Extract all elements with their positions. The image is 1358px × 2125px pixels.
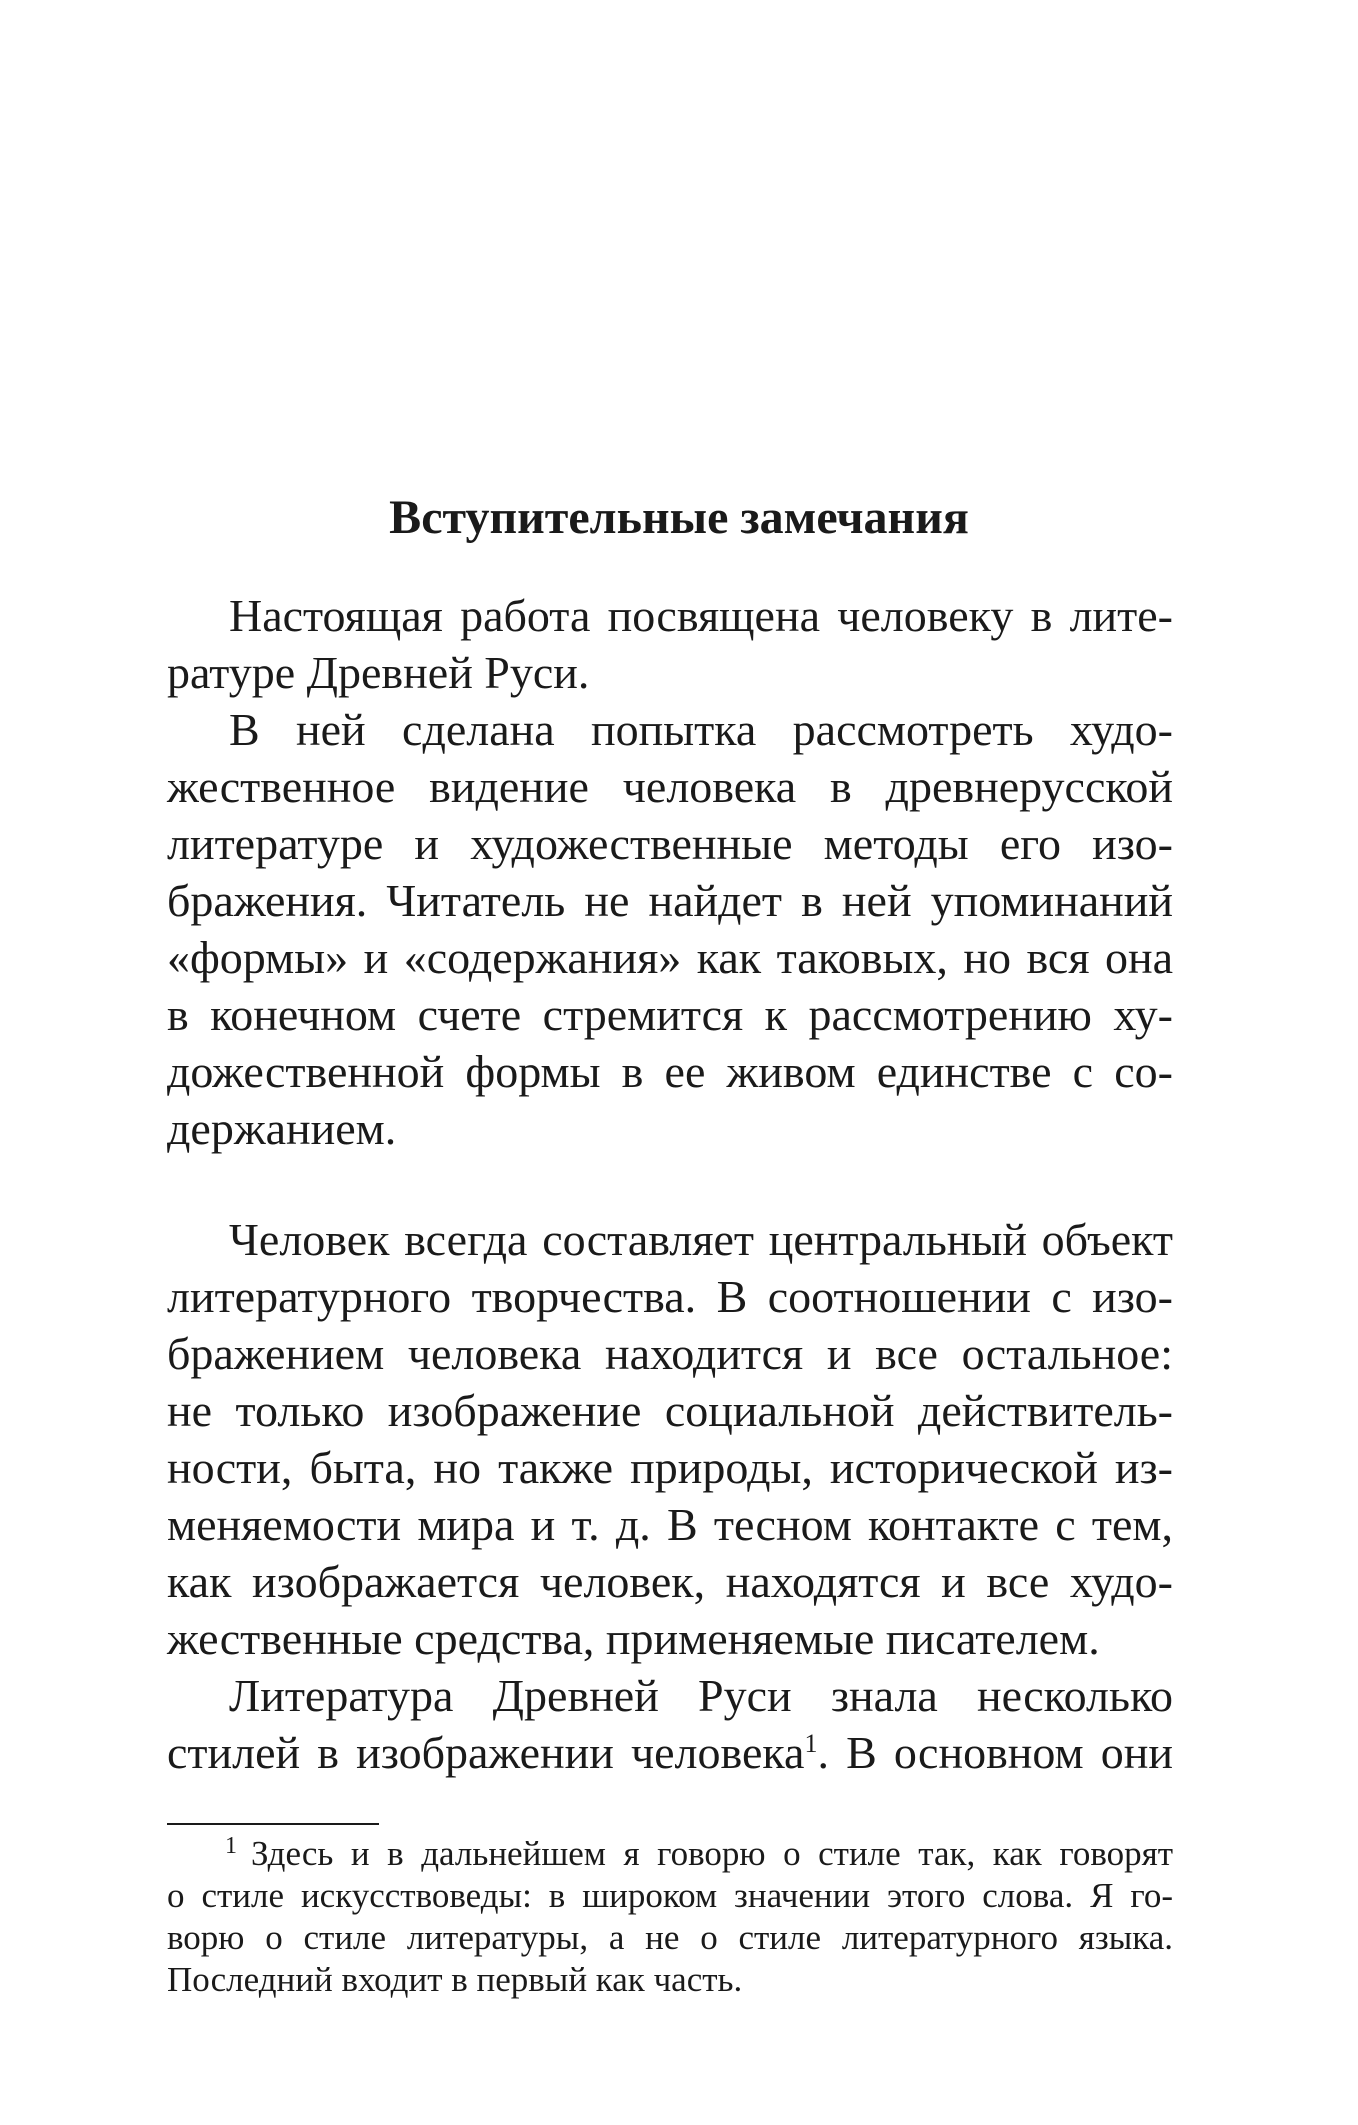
footnote-marker: 1 bbox=[225, 1833, 237, 1859]
footnote-line: ворю о стиле литературы, а не о стиле литературного языка. bbox=[167, 1918, 1173, 1957]
text-line: жественное видение человека в древнерусской bbox=[167, 761, 1173, 812]
text-line: Настоящая работа посвящена человеку в лите- bbox=[229, 590, 1173, 641]
footnote-line bbox=[167, 1833, 1173, 1875]
paragraph-block-1 bbox=[167, 587, 1173, 1157]
paragraph-block-2 bbox=[167, 1211, 1173, 1781]
text-line: Человек всегда составляет центральный объект bbox=[229, 1214, 1173, 1265]
text-line: не только изображение социальной действитель- bbox=[167, 1385, 1173, 1436]
footnote bbox=[167, 1833, 1173, 2001]
text-line-with-footnote-ref bbox=[167, 1724, 1173, 1781]
footnote-line: о стиле искусствоведы: в широком значении этого слова. Я го- bbox=[167, 1876, 1173, 1915]
text-line: жественные средства, применяемые писателем. bbox=[167, 1613, 1100, 1664]
text-line: дожественной формы в ее живом единстве с со- bbox=[167, 1046, 1173, 1097]
text-line: литературе и художественные методы его изо- bbox=[167, 818, 1173, 869]
text-segment: . В основном они bbox=[817, 1727, 1173, 1778]
chapter-heading: Вступительные замечания bbox=[389, 491, 969, 544]
text-line: бражения. Читатель не найдет в ней упоминаний bbox=[167, 875, 1173, 926]
footnote-reference: 1 bbox=[804, 1729, 818, 1758]
text-segment: стилей в изображении человека bbox=[167, 1727, 805, 1778]
text-line: Литература Древней Руси знала несколько bbox=[229, 1670, 1173, 1721]
footnote-line: Последний входит в первый как часть. bbox=[167, 1960, 743, 1999]
text-line: меняемости мира и т. д. В тесном контакте с тем, bbox=[167, 1499, 1173, 1550]
text-line: В ней сделана попытка рассмотреть худо- bbox=[229, 704, 1173, 755]
footnote-text: Здесь и в дальнейшем я говорю о стиле так, как говорят bbox=[251, 1834, 1173, 1873]
text-line: литературного творчества. В соотношении с изо- bbox=[167, 1271, 1173, 1322]
text-line: ратуре Древней Руси. bbox=[167, 647, 590, 698]
text-line: ности, быта, но также природы, исторической из- bbox=[167, 1442, 1173, 1493]
text-line: в конечном счете стремится к рассмотрению ху- bbox=[167, 989, 1173, 1040]
text-line: бражением человека находится и все остальное: bbox=[167, 1328, 1173, 1379]
text-line: как изображается человек, находятся и все худо- bbox=[167, 1556, 1173, 1607]
text-line: держанием. bbox=[167, 1103, 397, 1154]
footnote-separator bbox=[167, 1823, 379, 1825]
text-line: «формы» и «содержания» как таковых, но вся она bbox=[167, 932, 1173, 983]
